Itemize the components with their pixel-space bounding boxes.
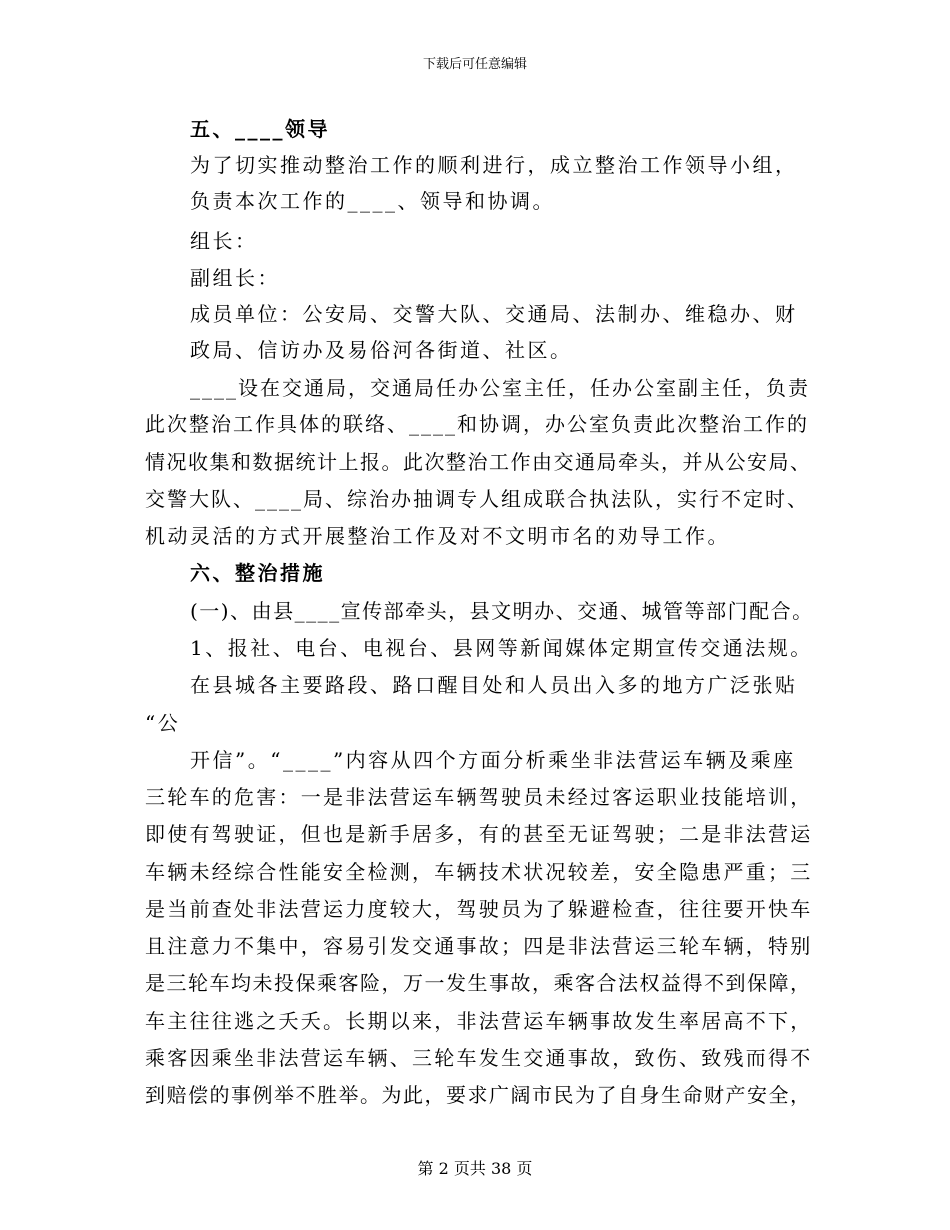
paragraph-line: 且注意力不集中，容易引发交通事故；四是非法营运三轮车辆，特别 bbox=[145, 934, 813, 958]
page-footer: 第 2 页共 38 页 bbox=[417, 1159, 533, 1178]
paragraph-line: “公 bbox=[145, 711, 181, 735]
paragraph-line: 负责本次工作的____、领导和协调。 bbox=[190, 189, 555, 213]
paragraph-line: 即使有驾驶证，但也是新手居多，有的甚至无证驾驶；二是非法营运 bbox=[145, 822, 813, 846]
paragraph-line: 1、报社、电台、电视台、县网等新闻媒体定期宣传交通法规。 bbox=[190, 636, 813, 660]
paragraph-line: 在县城各主要路段、路口醒目处和人员出入多的地方广泛张贴 bbox=[190, 673, 798, 697]
paragraph-line: ____设在交通局，交通局任办公室主任，任办公室副主任，负责 bbox=[190, 376, 810, 400]
paragraph-line: 乘客因乘坐非法营运车辆、三轮车发生交通事故，致伤、致残而得不 bbox=[145, 1046, 813, 1070]
paragraph-line: 车辆未经综合性能安全检测，车辆技术状况较差，安全隐患严重；三 bbox=[145, 860, 813, 884]
paragraph-line: 车主往往逃之夭夭。长期以来，非法营运车辆事故发生率居高不下， bbox=[145, 1009, 813, 1033]
group-leader-label: 组长： bbox=[190, 229, 258, 253]
paragraph-line: 情况收集和数据统计上报。此次整治工作由交通局牵头，并从公安局、 bbox=[145, 450, 812, 474]
paragraph-line: 三轮车的危害：一是非法营运车辆驾驶员未经过客运职业技能培训， bbox=[145, 785, 813, 809]
paragraph-line: 机动灵活的方式开展整治工作及对不文明市名的劝导工作。 bbox=[145, 524, 730, 548]
paragraph-line: 是当前查处非法营运力度较大，驾驶员为了躲避检查，往往要开快车 bbox=[145, 897, 813, 921]
section-heading-leadership: 五、____领导 bbox=[190, 117, 330, 141]
paragraph-line: 成员单位：公安局、交警大队、交通局、法制办、维稳办、财 bbox=[190, 302, 798, 326]
deputy-leader-label: 副组长： bbox=[190, 266, 280, 290]
page-header: 下载后可任意编辑 bbox=[422, 57, 527, 72]
paragraph-line: 此次整治工作具体的联络、____和协调，办公室负责此次整治工作的 bbox=[145, 412, 809, 436]
paragraph-line: 交警大队、____局、综治办抽调专人组成联合执法队，实行不定时、 bbox=[145, 487, 809, 511]
paragraph-line: 是三轮车均未投保乘客险，万一发生事故，乘客合法权益得不到保障， bbox=[145, 971, 812, 995]
paragraph-line: 政局、信访办及易俗河各街道、社区。 bbox=[190, 338, 573, 362]
paragraph-line: (一)、由县____宣传部牵头，县文明办、交通、城管等部门配合。 bbox=[190, 599, 814, 623]
paragraph-line: 开信”。“____”内容从四个方面分析乘坐非法营运车辆及乘座 bbox=[190, 748, 796, 772]
section-heading-measures: 六、整治措施 bbox=[190, 561, 325, 585]
paragraph-line: 到赔偿的事例举不胜举。为此，要求广阔市民为了自身生命财产安全， bbox=[145, 1083, 812, 1107]
paragraph-line: 为了切实推动整治工作的顺利进行，成立整治工作领导小组， bbox=[190, 153, 798, 177]
